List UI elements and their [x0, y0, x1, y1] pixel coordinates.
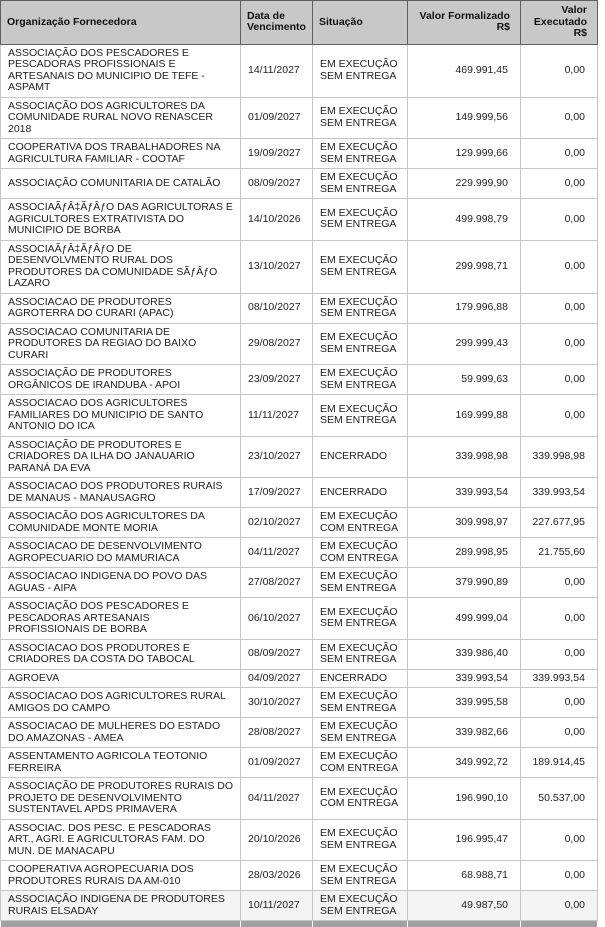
vencimento-cell: 17/09/2027 [241, 478, 313, 508]
valor-formalizado-cell: 299.998,71 [408, 240, 521, 293]
org-cell: ASSOCIACAO DE DESENVOLVIMENTO AGROPECUARIO DO MAMURIACA [1, 538, 241, 568]
valor-formalizado-cell: 59.999,63 [408, 365, 521, 395]
table-row [1, 395, 598, 437]
table-row [1, 748, 598, 778]
valor-executado-cell: 50.537,00 [521, 778, 598, 820]
org-cell: ASSOCIACÃO DOS AGRICULTORES DA COMUNIDADE MONTE MORIA [1, 508, 241, 538]
table-row [1, 478, 598, 508]
valor-formalizado-cell: 379.990,89 [408, 568, 521, 598]
table-row [1, 169, 598, 199]
situacao-cell: ENCERRADO [313, 669, 408, 688]
table-row [1, 669, 598, 688]
situacao-cell: EM EXECUÇÃO SEM ENTREGA [313, 639, 408, 669]
vencimento-cell: 13/10/2027 [241, 240, 313, 293]
situacao-cell: EM EXECUÇÃO SEM ENTREGA [313, 293, 408, 323]
situacao-cell: EM EXECUÇÃO SEM ENTREGA [313, 718, 408, 748]
table-row [1, 861, 598, 891]
footer-strip-cell [521, 921, 598, 927]
table-row [1, 688, 598, 718]
vencimento-cell: 14/10/2026 [241, 199, 313, 241]
valor-executado-cell: 0,00 [521, 598, 598, 640]
org-cell: ASSOCIACAO COMUNITARIA DE PRODUTORES DA REGIAO DO BAIXO CURARI [1, 323, 241, 365]
org-cell: ASSOCIACAO DE MULHERES DO ESTADO DO AMAZONAS - AMEA [1, 718, 241, 748]
situacao-cell: EM EXECUÇÃO SEM ENTREGA [313, 568, 408, 598]
table-row [1, 639, 598, 669]
table-row [1, 323, 598, 365]
situacao-cell: EM EXECUÇÃO COM ENTREGA [313, 778, 408, 820]
valor-executado-cell: 0,00 [521, 819, 598, 861]
column-header-data-de-vencimento: Data de Vencimento [241, 1, 313, 45]
table-row [1, 139, 598, 169]
valor-executado-cell: 0,00 [521, 395, 598, 437]
situacao-cell: EM EXECUÇÃO SEM ENTREGA [313, 365, 408, 395]
situacao-cell: EM EXECUÇÃO SEM ENTREGA [313, 861, 408, 891]
table-row [1, 718, 598, 748]
org-cell: ASSOCIAÇÃO INDIGENA DE PRODUTORES RURAIS ELSADAY [1, 891, 241, 921]
table-row [1, 598, 598, 640]
vencimento-cell: 23/10/2027 [241, 436, 313, 478]
situacao-cell: EM EXECUÇÃO SEM ENTREGA [313, 688, 408, 718]
org-cell: ASSOCIACAO INDIGENA DO POVO DAS AGUAS - AIPA [1, 568, 241, 598]
table-row [1, 568, 598, 598]
vencimento-cell: 29/08/2027 [241, 323, 313, 365]
vencimento-cell: 23/09/2027 [241, 365, 313, 395]
org-cell: ASSOCIACAO DOS PRODUTORES RURAIS DE MANAUS - MANAUSAGRO [1, 478, 241, 508]
situacao-cell: EM EXECUÇÃO COM ENTREGA [313, 748, 408, 778]
org-cell: ASSOCIAÇÃO DE PRODUTORES E CRIADORES DA ILHA DO JANAUARIO PARANÁ DA EVA [1, 436, 241, 478]
footer-strip-cell [1, 921, 241, 927]
org-cell: ASSOCIAÇÃO DE PRODUTORES ORGÂNICOS DE IRANDUBA - APOI [1, 365, 241, 395]
table-row [1, 240, 598, 293]
vencimento-cell: 04/09/2027 [241, 669, 313, 688]
vencimento-cell: 19/09/2027 [241, 139, 313, 169]
vencimento-cell: 20/10/2026 [241, 819, 313, 861]
situacao-cell: EM EXECUÇÃO SEM ENTREGA [313, 819, 408, 861]
valor-executado-cell: 21.755,60 [521, 538, 598, 568]
valor-formalizado-cell: 179.996,88 [408, 293, 521, 323]
org-cell: ASSOCIAÇÃO DE PRODUTORES RURAIS DO PROJETO DE DESENVOLVIMENTO SUSTENTAVEL APDS PRIMAVERA [1, 778, 241, 820]
column-header-valor-executado: Valor Executado R$ [521, 1, 598, 45]
vencimento-cell: 14/11/2027 [241, 44, 313, 97]
valor-executado-cell: 339.993,54 [521, 669, 598, 688]
valor-formalizado-cell: 196.990,10 [408, 778, 521, 820]
valor-executado-cell: 0,00 [521, 97, 598, 139]
vencimento-cell: 01/09/2027 [241, 97, 313, 139]
vencimento-cell: 08/09/2027 [241, 639, 313, 669]
org-cell: AGROEVA [1, 669, 241, 688]
vencimento-cell: 04/11/2027 [241, 778, 313, 820]
situacao-cell: EM EXECUÇÃO SEM ENTREGA [313, 139, 408, 169]
org-cell: ASSOCIAÇÃO DOS PESCADORES E PESCADORAS PROFISSIONAIS E ARTESANAIS DO MUNICIPIO DE TEFE - ASPAMT [1, 44, 241, 97]
valor-executado-cell: 339.993,54 [521, 478, 598, 508]
table-row [1, 891, 598, 921]
org-cell: COOPERATIVA AGROPECUARIA DOS PRODUTORES RURAIS DA AM-010 [1, 861, 241, 891]
vencimento-cell: 01/09/2027 [241, 748, 313, 778]
table-body [1, 44, 598, 921]
vencimento-cell: 27/08/2027 [241, 568, 313, 598]
situacao-cell: EM EXECUÇÃO SEM ENTREGA [313, 598, 408, 640]
vencimento-cell: 28/03/2026 [241, 861, 313, 891]
valor-formalizado-cell: 289.998,95 [408, 538, 521, 568]
situacao-cell: EM EXECUÇÃO SEM ENTREGA [313, 44, 408, 97]
valor-formalizado-cell: 169.999,88 [408, 395, 521, 437]
vencimento-cell: 11/11/2027 [241, 395, 313, 437]
table-row [1, 538, 598, 568]
table-row [1, 97, 598, 139]
valor-executado-cell: 0,00 [521, 891, 598, 921]
valor-formalizado-cell: 469.991,45 [408, 44, 521, 97]
footer-strip-cell [241, 921, 313, 927]
valor-formalizado-cell: 149.999,56 [408, 97, 521, 139]
situacao-cell: EM EXECUÇÃO SEM ENTREGA [313, 891, 408, 921]
column-header-organizacao-fornecedora: Organização Fornecedora [1, 1, 241, 45]
org-cell: ASSOCIAÃƒÂ‡ÃƒÂƒO DE DESENVOLVMENTO RURAL DOS PRODUTORES DA COMUNIDADE SÃƒÂƒO LAZARO [1, 240, 241, 293]
table-row [1, 44, 598, 97]
valor-formalizado-cell: 49.987,50 [408, 891, 521, 921]
column-header-situacao: Situação [313, 1, 408, 45]
situacao-cell: EM EXECUÇÃO COM ENTREGA [313, 508, 408, 538]
situacao-cell: EM EXECUÇÃO SEM ENTREGA [313, 169, 408, 199]
valor-formalizado-cell: 499.998,79 [408, 199, 521, 241]
valor-executado-cell: 0,00 [521, 44, 598, 97]
footer-strip-row [1, 921, 598, 927]
valor-formalizado-cell: 299.999,43 [408, 323, 521, 365]
org-cell: ASSOCIAÇÃO COMUNITARIA DE CATALÃO [1, 169, 241, 199]
org-cell: ASSOCIACAO DE PRODUTORES AGROTERRA DO CURARI (APAC) [1, 293, 241, 323]
org-cell: ASSOCIAC. DOS PESC. E PESCADORAS ART., AGRI. E AGRICULTORAS FAM. DO MUN. DE MANACAPU [1, 819, 241, 861]
valor-executado-cell: 0,00 [521, 139, 598, 169]
footer-strip-cell [313, 921, 408, 927]
table-row [1, 778, 598, 820]
valor-executado-cell: 0,00 [521, 169, 598, 199]
valor-executado-cell: 0,00 [521, 365, 598, 395]
org-cell: ASSOCIACAO DOS AGRICULTORES FAMILIARES DO MUNICIPIO DE SANTO ANTONIO DO ICA [1, 395, 241, 437]
situacao-cell: EM EXECUÇÃO SEM ENTREGA [313, 323, 408, 365]
org-cell: ASSOCIAÇÃO DOS AGRICULTORES DA COMUNIDADE RURAL NOVO RENASCER 2018 [1, 97, 241, 139]
vencimento-cell: 02/10/2027 [241, 508, 313, 538]
valor-executado-cell: 0,00 [521, 718, 598, 748]
valor-executado-cell: 0,00 [521, 568, 598, 598]
valor-executado-cell: 189.914,45 [521, 748, 598, 778]
valor-executado-cell: 0,00 [521, 639, 598, 669]
valor-formalizado-cell: 129.999,66 [408, 139, 521, 169]
org-cell: ASSOCIAÃƒÂ‡ÃƒÂƒO DAS AGRICULTORAS E AGRICULTORES EXTRATIVISTA DO MUNICIPIO DE BORBA [1, 199, 241, 241]
vencimento-cell: 04/11/2027 [241, 538, 313, 568]
valor-formalizado-cell: 339.982,66 [408, 718, 521, 748]
org-cell: ASSOCIACAO DOS AGRICULTORES RURAL AMIGOS DO CAMPO [1, 688, 241, 718]
footer-strip-cell [408, 921, 521, 927]
valor-executado-cell: 0,00 [521, 293, 598, 323]
valor-executado-cell: 0,00 [521, 688, 598, 718]
valor-executado-cell: 227.677,95 [521, 508, 598, 538]
vencimento-cell: 30/10/2027 [241, 688, 313, 718]
valor-formalizado-cell: 339.993,54 [408, 669, 521, 688]
valor-formalizado-cell: 68.988,71 [408, 861, 521, 891]
situacao-cell: EM EXECUÇÃO SEM ENTREGA [313, 240, 408, 293]
column-header-valor-formalizado: Valor Formalizado R$ [408, 1, 521, 45]
situacao-cell: EM EXECUÇÃO SEM ENTREGA [313, 199, 408, 241]
valor-formalizado-cell: 229.999,90 [408, 169, 521, 199]
situacao-cell: EM EXECUÇÃO SEM ENTREGA [313, 97, 408, 139]
valor-executado-cell: 0,00 [521, 323, 598, 365]
org-cell: ASSOCIACAO DOS PRODUTORES E CRIADORES DA COSTA DO TABOCAL [1, 639, 241, 669]
table-row [1, 199, 598, 241]
valor-formalizado-cell: 349.992,72 [408, 748, 521, 778]
valor-executado-cell: 0,00 [521, 199, 598, 241]
situacao-cell: EM EXECUÇÃO SEM ENTREGA [313, 395, 408, 437]
vencimento-cell: 06/10/2027 [241, 598, 313, 640]
vencimento-cell: 10/11/2027 [241, 891, 313, 921]
valor-formalizado-cell: 339.998,98 [408, 436, 521, 478]
table-header-row [1, 1, 598, 45]
valor-executado-cell: 339.998,98 [521, 436, 598, 478]
org-cell: ASSOCIAÇÃO DOS PESCADORES E PESCADORAS ARTESANAIS PROFISSIONAIS DE BORBA [1, 598, 241, 640]
situacao-cell: ENCERRADO [313, 478, 408, 508]
valor-executado-cell: 0,00 [521, 240, 598, 293]
table-row [1, 436, 598, 478]
vencimento-cell: 08/10/2027 [241, 293, 313, 323]
table-row [1, 508, 598, 538]
table-row [1, 819, 598, 861]
situacao-cell: ENCERRADO [313, 436, 408, 478]
valor-formalizado-cell: 309.998,97 [408, 508, 521, 538]
valor-formalizado-cell: 339.993,54 [408, 478, 521, 508]
valor-formalizado-cell: 499.999,04 [408, 598, 521, 640]
table-row [1, 365, 598, 395]
situacao-cell: EM EXECUÇÃO COM ENTREGA [313, 538, 408, 568]
table-row [1, 293, 598, 323]
valor-formalizado-cell: 339.986,40 [408, 639, 521, 669]
valor-formalizado-cell: 196.995,47 [408, 819, 521, 861]
org-cell: ASSENTAMENTO AGRICOLA TEOTONIO FERREIRA [1, 748, 241, 778]
valor-formalizado-cell: 339.995,58 [408, 688, 521, 718]
valor-executado-cell: 0,00 [521, 861, 598, 891]
vencimento-cell: 28/08/2027 [241, 718, 313, 748]
vencimento-cell: 08/09/2027 [241, 169, 313, 199]
org-cell: COOPERATIVA DOS TRABALHADORES NA AGRICULTURA FAMILIAR - COOTAF [1, 139, 241, 169]
